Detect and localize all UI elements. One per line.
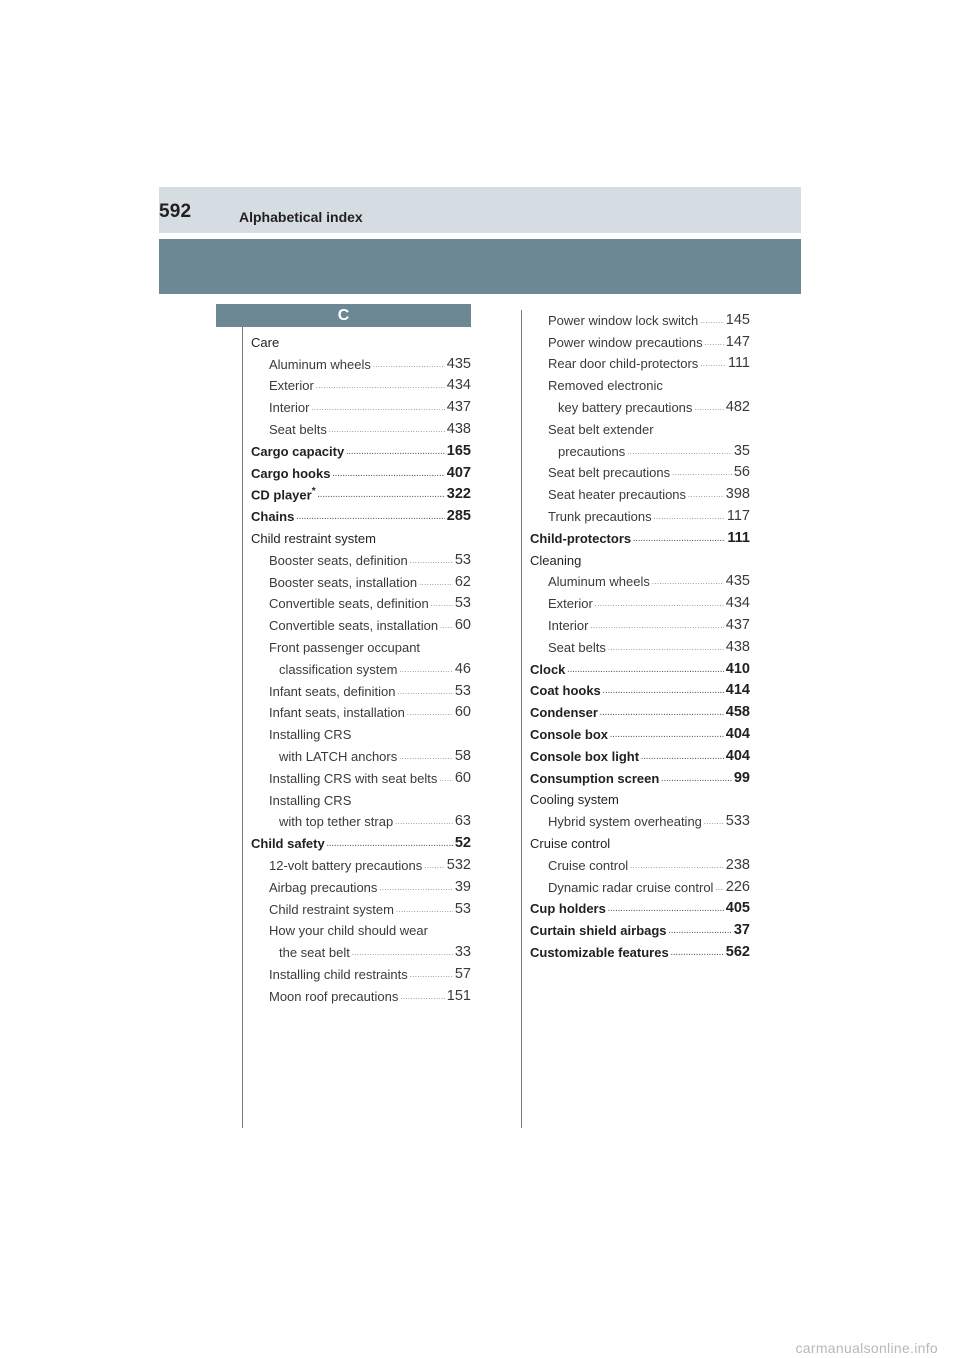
- entry-label: [530, 705, 598, 720]
- index-entry: [530, 502, 750, 524]
- entry-label: [251, 836, 325, 851]
- entry-label-text: Child safety: [251, 836, 325, 852]
- entry-label-text: Infant seats, definition: [269, 683, 396, 699]
- entry-label: [530, 901, 606, 916]
- index-entry: [530, 459, 750, 481]
- entry-label-text: Dynamic radar cruise control: [548, 879, 714, 895]
- entry-label: [269, 357, 371, 372]
- entry-label-text: Exterior: [269, 378, 314, 394]
- page-title: Alphabetical index: [239, 209, 363, 225]
- entry-label-text: Cargo hooks: [251, 465, 331, 481]
- entry-label: [548, 356, 698, 371]
- page-reference[interactable]: 53: [454, 551, 471, 568]
- index-entry: [530, 546, 750, 568]
- index-entry: [251, 764, 471, 786]
- entry-label-text: Seat belts: [548, 639, 606, 655]
- entry-label: [548, 378, 663, 393]
- column-divider-middle: [521, 310, 522, 1128]
- page-reference[interactable]: 99: [733, 769, 750, 786]
- index-entry: [251, 372, 471, 394]
- entry-label: [548, 487, 686, 502]
- entry-label-text: Exterior: [548, 596, 593, 612]
- entry-label-text: classification system: [279, 661, 398, 677]
- entry-label: [279, 662, 397, 677]
- entry-label-text: How your child should wear: [269, 923, 428, 939]
- entry-label-text: Convertible seats, installation: [269, 618, 439, 634]
- index-entry: [251, 437, 471, 459]
- dot-leader: [400, 994, 444, 1001]
- dot-leader: [424, 863, 445, 870]
- page-reference[interactable]: 58: [454, 747, 471, 764]
- page-reference[interactable]: 414: [725, 682, 750, 699]
- entry-label-text: Airbag precautions: [269, 879, 378, 895]
- entry-label-text: Coat hooks: [530, 683, 601, 699]
- entry-label: [269, 575, 417, 590]
- page-reference[interactable]: 60: [454, 704, 471, 721]
- dot-leader: [661, 776, 732, 783]
- entry-label: [279, 945, 350, 960]
- dot-leader: [395, 819, 453, 826]
- dot-leader: [410, 558, 453, 565]
- entry-label: [251, 335, 279, 350]
- index-entry: [251, 393, 471, 415]
- page-reference[interactable]: 438: [725, 638, 750, 655]
- index-entry: [530, 611, 750, 633]
- entry-label-text: Infant seats, installation: [269, 705, 405, 721]
- entry-label: [269, 422, 327, 437]
- entry-label-text: Installing child restraints: [269, 966, 408, 982]
- index-entry: [530, 568, 750, 590]
- entry-label: [530, 836, 610, 851]
- index-entry: [251, 808, 471, 830]
- page-reference[interactable]: 226: [725, 878, 750, 895]
- entry-label-text: 12-volt battery precautions: [269, 857, 423, 873]
- index-entry: [530, 306, 750, 328]
- index-entry: [530, 916, 750, 938]
- watermark-text: carmanualsonline.info: [795, 1340, 938, 1356]
- index-entry: [530, 371, 750, 393]
- entry-label: [548, 335, 703, 350]
- dot-leader: [671, 950, 724, 957]
- page-reference[interactable]: 151: [446, 987, 471, 1004]
- entry-label-text: Rear door child-protectors: [548, 356, 699, 372]
- index-entry: [251, 829, 471, 851]
- entry-label-text: Seat heater precautions: [548, 487, 687, 503]
- index-entry: [530, 807, 750, 829]
- page-reference[interactable]: 437: [446, 399, 471, 416]
- entry-label: [548, 574, 650, 589]
- page-reference[interactable]: 438: [446, 420, 471, 437]
- index-entry: [530, 786, 750, 808]
- index-entry: [530, 698, 750, 720]
- entry-label: [548, 465, 670, 480]
- index-entry: [251, 917, 471, 939]
- entry-label: [269, 923, 428, 938]
- entry-label-text: Cleaning: [530, 552, 582, 568]
- index-entry: [251, 938, 471, 960]
- entry-label: [548, 422, 654, 437]
- page-reference[interactable]: 111: [727, 355, 750, 372]
- entry-label-text: Seat belt extender: [548, 421, 654, 437]
- entry-label-text: Aluminum wheels: [269, 356, 371, 372]
- index-entry: [530, 720, 750, 742]
- index-entry: [530, 524, 750, 546]
- dot-leader: [704, 819, 724, 826]
- page-reference[interactable]: 434: [725, 595, 750, 612]
- dot-leader: [316, 383, 445, 390]
- index-entry: [251, 960, 471, 982]
- page-reference[interactable]: 145: [725, 311, 750, 328]
- entry-label: [548, 618, 588, 633]
- index-entry: [251, 459, 471, 481]
- entry-label: [269, 400, 309, 415]
- dot-leader: [399, 667, 452, 674]
- dot-leader: [700, 318, 724, 325]
- entry-label: [279, 749, 397, 764]
- page-reference[interactable]: 437: [725, 616, 750, 633]
- section-letter-tab: C: [216, 304, 471, 327]
- dot-leader: [567, 667, 723, 674]
- entry-label-text: the seat belt: [279, 945, 350, 961]
- page-reference[interactable]: 435: [725, 573, 750, 590]
- entry-label: [558, 444, 625, 459]
- entry-label: [269, 596, 429, 611]
- index-entry: [251, 655, 471, 677]
- dot-leader: [595, 601, 724, 608]
- page-reference[interactable]: 532: [446, 856, 471, 873]
- entry-label: [269, 378, 314, 393]
- dot-leader: [630, 863, 724, 870]
- entry-label-text: Power window precautions: [548, 334, 703, 350]
- header-band: [159, 239, 801, 294]
- entry-label-text: Cruise control: [548, 857, 629, 873]
- index-entry: [530, 393, 750, 415]
- entry-label: [251, 484, 316, 502]
- dot-leader: [431, 601, 453, 608]
- index-entry: [530, 895, 750, 917]
- index-entry: [530, 633, 750, 655]
- index-entry: [530, 677, 750, 699]
- entry-label: [251, 509, 294, 524]
- entry-label: [269, 967, 408, 982]
- entry-label-text: Moon roof precautions: [269, 988, 399, 1004]
- index-entry: [251, 350, 471, 372]
- index-entry: [530, 655, 750, 677]
- entry-label: [279, 814, 393, 829]
- page-reference[interactable]: 57: [454, 965, 471, 982]
- dot-leader: [407, 710, 453, 717]
- entry-label-text: Cruise control: [530, 835, 611, 851]
- dot-leader: [439, 776, 453, 783]
- dot-leader: [652, 579, 724, 586]
- page-reference[interactable]: 52: [454, 835, 471, 852]
- index-entry: [251, 851, 471, 873]
- index-entry: [251, 742, 471, 764]
- entry-label: [530, 683, 601, 698]
- index-entry: [251, 415, 471, 437]
- entry-label-text: Power window lock switch: [548, 312, 699, 328]
- page-reference[interactable]: 53: [454, 900, 471, 917]
- dot-leader: [419, 580, 453, 587]
- entry-label: [548, 880, 713, 895]
- entry-label: [530, 923, 667, 938]
- index-entry: [251, 546, 471, 568]
- page-reference[interactable]: 37: [733, 922, 750, 939]
- entry-label-text: Hybrid system overheating: [548, 814, 702, 830]
- entry-label-text: Child-protectors: [530, 530, 632, 546]
- entry-label-text: with top tether strap: [279, 814, 394, 830]
- entry-label-text: Interior: [548, 617, 589, 633]
- dot-leader: [715, 885, 723, 892]
- entry-label-text: precautions: [558, 443, 626, 459]
- entry-label: [269, 705, 405, 720]
- index-entry: [530, 764, 750, 786]
- dot-leader: [600, 710, 724, 717]
- entry-label: [548, 640, 606, 655]
- index-entry: [251, 699, 471, 721]
- index-entry: [251, 524, 471, 546]
- index-entry: [251, 873, 471, 895]
- entry-label-text: Trunk precautions: [548, 508, 652, 524]
- dot-leader: [669, 928, 732, 935]
- index-entry: [530, 589, 750, 611]
- entry-label-text: Child restraint system: [251, 530, 376, 546]
- entry-label-text: Console box light: [530, 748, 640, 764]
- index-entry: [530, 437, 750, 459]
- entry-label: [548, 596, 593, 611]
- page-reference[interactable]: 53: [454, 595, 471, 612]
- entry-label-text: Aluminum wheels: [548, 574, 650, 590]
- entry-label: [530, 727, 608, 742]
- dot-leader: [608, 906, 724, 913]
- dot-leader: [296, 514, 444, 521]
- dot-leader: [379, 885, 452, 892]
- page-reference[interactable]: 322: [446, 486, 471, 503]
- index-entry: [251, 677, 471, 699]
- index-column-left: [251, 328, 471, 1004]
- index-entry: [251, 328, 471, 350]
- page-reference[interactable]: 410: [725, 660, 750, 677]
- page-reference[interactable]: 482: [725, 398, 750, 415]
- dot-leader: [688, 492, 724, 499]
- entry-label: [548, 858, 628, 873]
- entry-label-text: Installing CRS with seat belts: [269, 770, 438, 786]
- index-entry: [251, 786, 471, 808]
- page-reference[interactable]: 458: [725, 704, 750, 721]
- index-entry: [251, 982, 471, 1004]
- dot-leader: [346, 449, 445, 456]
- page-reference[interactable]: 404: [725, 725, 750, 742]
- page-reference[interactable]: 165: [446, 442, 471, 459]
- entry-label: [269, 618, 438, 633]
- page-number: 592: [159, 201, 192, 222]
- entry-label-text: key battery precautions: [558, 399, 693, 415]
- dot-leader: [603, 688, 724, 695]
- entry-label: [530, 771, 659, 786]
- entry-label: [558, 400, 692, 415]
- page-reference[interactable]: 62: [454, 573, 471, 590]
- dot-leader: [672, 470, 732, 477]
- entry-label: [530, 792, 619, 807]
- page-reference[interactable]: 117: [726, 507, 750, 524]
- entry-label-text: CD player: [251, 487, 312, 503]
- page-reference[interactable]: 35: [733, 442, 750, 459]
- entry-label: [269, 553, 408, 568]
- entry-label: [548, 509, 652, 524]
- entry-label: [530, 662, 565, 677]
- index-entry: [530, 328, 750, 350]
- page-reference[interactable]: 434: [446, 377, 471, 394]
- page-header: [159, 187, 801, 233]
- page-reference[interactable]: 147: [725, 333, 750, 350]
- entry-label: [548, 313, 698, 328]
- page-reference[interactable]: 111: [727, 529, 750, 546]
- dot-leader: [352, 950, 453, 957]
- entry-label-text: Console box: [530, 726, 609, 742]
- dot-leader: [610, 732, 724, 739]
- entry-label: [269, 771, 437, 786]
- page-reference[interactable]: 407: [446, 464, 471, 481]
- page-reference[interactable]: 435: [446, 355, 471, 372]
- index-entry: [530, 350, 750, 372]
- entry-label-text: Curtain shield airbags: [530, 923, 667, 939]
- entry-label: [251, 531, 376, 546]
- page-reference[interactable]: 39: [454, 878, 471, 895]
- dot-leader: [318, 492, 445, 499]
- entry-label: [269, 989, 398, 1004]
- page-reference[interactable]: 404: [725, 747, 750, 764]
- index-entry: [251, 502, 471, 524]
- entry-label: [269, 640, 420, 655]
- dot-leader: [327, 841, 453, 848]
- dot-leader: [654, 514, 725, 521]
- entry-label-text: Seat belt precautions: [548, 465, 671, 481]
- page-reference[interactable]: 398: [725, 486, 750, 503]
- index-entry: [251, 611, 471, 633]
- entry-label-text: Chains: [251, 509, 295, 525]
- dot-leader: [700, 361, 726, 368]
- index-entry: [530, 415, 750, 437]
- index-entry: [530, 829, 750, 851]
- page-reference[interactable]: 33: [454, 944, 471, 961]
- entry-label: [251, 444, 344, 459]
- entry-label: [269, 858, 422, 873]
- entry-label-text: Installing CRS: [269, 792, 352, 808]
- entry-label-text: Cup holders: [530, 901, 606, 917]
- dot-leader: [641, 754, 724, 761]
- index-entry: [530, 742, 750, 764]
- page-reference[interactable]: 53: [454, 682, 471, 699]
- entry-label-text: Condenser: [530, 705, 598, 721]
- entry-label-text: Care: [251, 334, 280, 350]
- entry-label: [548, 814, 702, 829]
- dot-leader: [590, 623, 723, 630]
- entry-label: [269, 727, 351, 742]
- entry-label: [269, 902, 394, 917]
- index-entry: [251, 568, 471, 590]
- entry-label: [530, 531, 631, 546]
- entry-label: [530, 553, 581, 568]
- dot-leader: [440, 623, 453, 630]
- page-reference[interactable]: 405: [725, 900, 750, 917]
- entry-label-text: Cargo capacity: [251, 443, 345, 459]
- entry-label: [269, 880, 377, 895]
- dot-leader: [705, 340, 724, 347]
- entry-label-text: Installing CRS: [269, 727, 352, 743]
- column-divider-left: [242, 310, 243, 1128]
- footnote-marker: *: [311, 486, 316, 498]
- entry-label: [530, 749, 639, 764]
- index-entry: [251, 633, 471, 655]
- entry-label-text: Interior: [269, 400, 310, 416]
- dot-leader: [396, 907, 453, 914]
- page-reference[interactable]: 60: [454, 617, 471, 634]
- entry-label-text: Cooling system: [530, 792, 619, 808]
- dot-leader: [397, 689, 452, 696]
- dot-leader: [627, 449, 732, 456]
- entry-label-text: Seat belts: [269, 421, 327, 437]
- entry-label-text: with LATCH anchors: [279, 748, 398, 764]
- entry-label-text: Clock: [530, 661, 566, 677]
- entry-label: [530, 945, 669, 960]
- entry-label-text: Booster seats, definition: [269, 552, 408, 568]
- page-reference[interactable]: 63: [454, 813, 471, 830]
- dot-leader: [633, 536, 725, 543]
- index-column-right: [530, 306, 750, 960]
- page-reference[interactable]: 238: [725, 856, 750, 873]
- entry-label: [269, 793, 351, 808]
- dot-leader: [694, 405, 723, 412]
- dot-leader: [332, 471, 444, 478]
- index-entry: [251, 720, 471, 742]
- entry-label-text: Child restraint system: [269, 901, 394, 917]
- dot-leader: [608, 645, 724, 652]
- index-entry: [530, 938, 750, 960]
- entry-label-text: Booster seats, installation: [269, 574, 418, 590]
- entry-label-text: Convertible seats, definition: [269, 596, 429, 612]
- dot-leader: [311, 405, 444, 412]
- index-entry: [251, 590, 471, 612]
- entry-label-text: Customizable features: [530, 944, 669, 960]
- entry-label-text: Consumption screen: [530, 770, 660, 786]
- page-reference[interactable]: 562: [725, 943, 750, 960]
- index-entry: [251, 895, 471, 917]
- dot-leader: [399, 754, 453, 761]
- entry-label-text: Front passenger occupant: [269, 639, 421, 655]
- dot-leader: [329, 427, 445, 434]
- dot-leader: [410, 972, 453, 979]
- entry-label-text: Removed electronic: [548, 378, 663, 394]
- entry-label: [251, 466, 330, 481]
- index-entry: [530, 873, 750, 895]
- page-reference[interactable]: 46: [454, 660, 471, 677]
- dot-leader: [373, 362, 445, 369]
- page-reference[interactable]: 285: [446, 508, 471, 525]
- index-entry: [530, 851, 750, 873]
- page-reference[interactable]: 533: [725, 813, 750, 830]
- page-reference[interactable]: 60: [454, 769, 471, 786]
- entry-label: [269, 684, 395, 699]
- index-entry: [530, 480, 750, 502]
- index-entry: [251, 481, 471, 503]
- page-reference[interactable]: 56: [733, 464, 750, 481]
